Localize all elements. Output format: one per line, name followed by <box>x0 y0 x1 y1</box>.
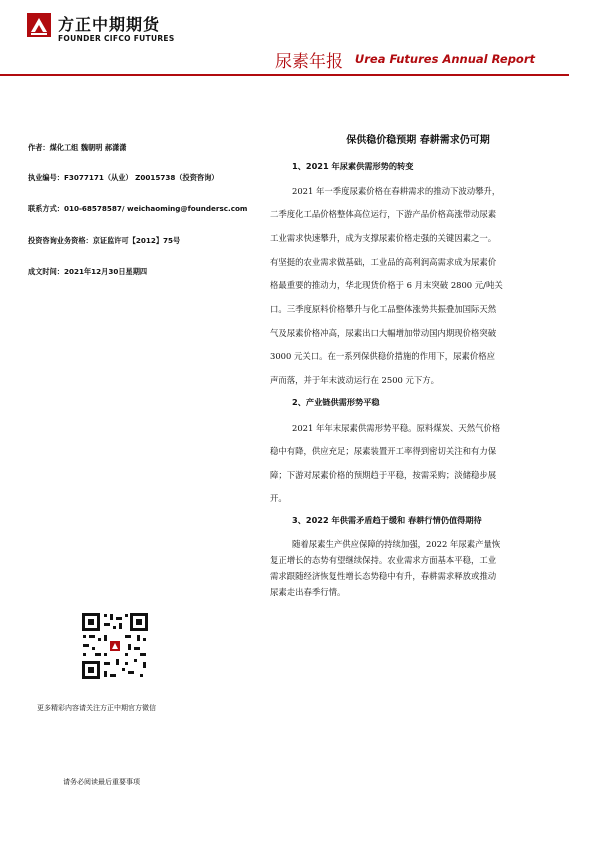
qr-finder-bottom-left <box>82 661 100 679</box>
paragraph-line: 工业需求快速攀升，成为支撑尿素价格走强的关键因素之一。 <box>270 233 497 243</box>
qr-caption: 更多精彩内容请关注方正中期官方微信 <box>37 704 156 712</box>
company-logo-icon <box>27 13 51 37</box>
main-title: 保供稳价稳预期 春耕需求仍可期 <box>346 135 490 146</box>
report-type-en: Urea Futures Annual Report <box>354 52 535 66</box>
report-type-cn: 尿素年报 <box>275 52 343 72</box>
date-line: 成文时间：2021年12月30日星期四 <box>28 267 148 276</box>
paragraph-line: 随着尿素生产供应保障的持续加强，2022 年尿素产量恢 <box>292 539 501 549</box>
paragraph-line: 有坚挺的农业需求做基础，工业品的高利润高需求成为尿素价 <box>270 257 497 267</box>
report-title-bar <box>0 45 569 73</box>
paragraph-line: 障；下游对尿素价格的预期趋于平稳，按需采购；淡储稳步展 <box>270 470 497 480</box>
company-name-en: FOUNDER CIFCO FUTURES <box>58 34 175 43</box>
paragraph-line: 声而落，并于年末波动运行在 2500 元下方。 <box>270 375 440 385</box>
disclaimer-note: 请务必阅读最后重要事项 <box>63 778 140 786</box>
company-name-cn: 方正中期期货 <box>58 15 161 34</box>
header-divider <box>0 74 569 76</box>
paragraph-line: 格最重要的推动力，华北现货价格于 6 月末突破 2800 元/吨关 <box>270 280 503 290</box>
contact-line: 联系方式：010-68578587/ weichaoming@foundersc.com <box>28 204 248 213</box>
paragraph-line: 稳中有降，供应充足；尿素装置开工率得到密切关注和有力保 <box>270 446 497 456</box>
license-line: 执业编号：F3077171（从业） Z0015738（投资咨询） <box>28 173 219 182</box>
qr-finder-top-left <box>82 613 100 631</box>
section-heading-1: 1、2021 年尿素供需形势的转变 <box>292 161 414 171</box>
section-heading-3: 3、2022 年供需矛盾趋于缓和 春耕行情仍值得期待 <box>292 515 482 525</box>
author-line: 作者：煤化工组 魏朝明 郝潇潇 <box>28 143 127 152</box>
paragraph-line: 气及尿素价格冲高，尿素出口大幅增加带动国内期现价格突破 <box>270 328 497 338</box>
paragraph-line: 2021 年一季度尿素价格在春耕需求的推动下波动攀升， <box>292 186 501 196</box>
paragraph-line: 口。三季度原料价格攀升与化工品整体涨势共振叠加国际天然 <box>270 304 497 314</box>
section-heading-2: 2、产业链供需形势平稳 <box>292 397 380 407</box>
qr-finder-top-right <box>130 613 148 631</box>
paragraph-line: 二季度化工品价格整体高位运行，下游产品价格高涨带动尿素 <box>270 209 497 219</box>
paragraph-line: 开。 <box>270 493 287 503</box>
paragraph-line: 尿素走出春季行情。 <box>270 587 346 597</box>
paragraph-line: 2021 年年末尿素供需形势平稳。原料煤炭、天然气价格 <box>292 423 501 433</box>
qualification-line: 投资咨询业务资格：京证监许可【2012】75号 <box>28 236 181 245</box>
paragraph-line: 3000 元关口。在一系列保供稳价措施的作用下，尿素价格应 <box>270 351 495 361</box>
paragraph-line: 复正增长的态势有望继续保持。农业需求方面基本平稳，工业 <box>270 555 497 565</box>
paragraph-line: 需求跟随经济恢复性增长态势稳中有升，春耕需求释放或推动 <box>270 571 497 581</box>
wechat-qr-code-icon <box>80 611 150 681</box>
